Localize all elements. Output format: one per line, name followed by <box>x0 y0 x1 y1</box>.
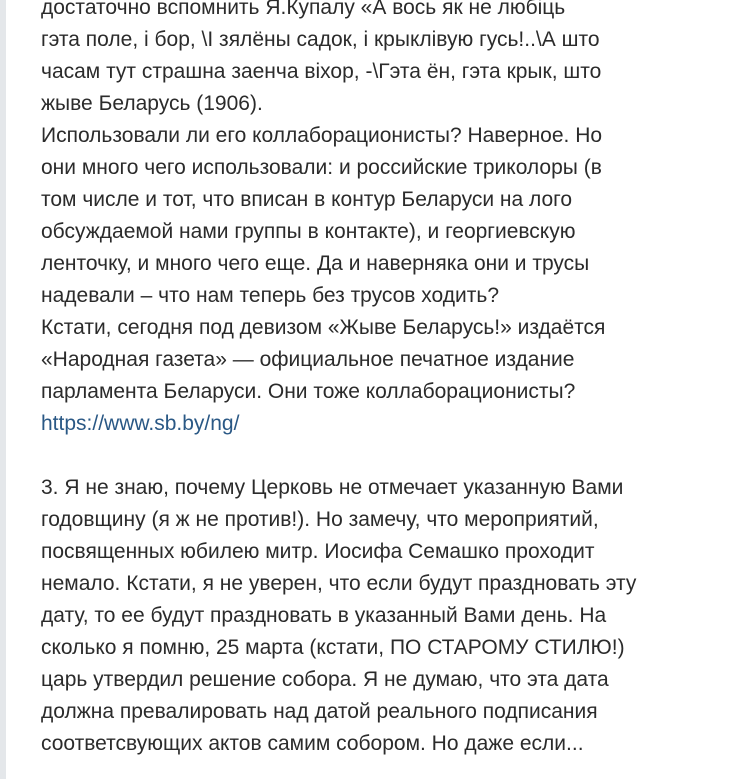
text-line: «Народная газета» — официальное печатное издание <box>41 348 575 371</box>
text-line: они много чего использовали: и российские триколоры (в <box>41 156 602 179</box>
paragraph-gap <box>41 440 711 472</box>
text-line: Использовали ли его коллаборационисты? Наверное. Но <box>41 124 603 147</box>
text-line: царь утвердил решение собора. Я не думаю, что эта дата <box>41 668 609 691</box>
text-line: Кстати, сегодня под девизом «Жыве Беларусь!» издаётся <box>41 316 606 339</box>
text-line: надевали – что нам теперь без трусов ходить? <box>41 284 500 307</box>
text-line: ленточку, и много чего еще. Да и наверняка они и трусы <box>41 252 590 275</box>
text-line: соответсвующих актов самим собором. Но даже если... <box>41 732 584 755</box>
text-line: годовщину (я ж не против!). Но замечу, что мероприятий, <box>41 508 599 531</box>
text-line: сколько я помню, 25 марта (кстати, ПО СТАРОМУ СТИЛЮ!) <box>41 636 625 659</box>
text-line: посвященных юбилею митр. Иосифа Семашко проходит <box>41 540 595 563</box>
post-text <box>41 0 711 760</box>
text-line: должна превалировать над датой реального подписания <box>41 700 598 723</box>
paragraph-1 <box>41 0 711 440</box>
text-line: обсуждаемой нами группы в контакте), и георгиевскую <box>41 220 576 243</box>
text-line: жыве Беларусь (1906). <box>41 92 263 115</box>
paragraph-2 <box>41 472 711 760</box>
comment-thread-rule <box>0 0 6 779</box>
text-line: парламента Беларуси. Они тоже коллаборационисты? <box>41 380 576 403</box>
newspaper-link[interactable]: https://www.sb.by/ng/ <box>41 412 240 435</box>
text-line: немало. Кстати, я не уверен, что если будут праздновать эту <box>41 572 637 595</box>
text-line: том числе и тот, что вписан в контур Беларуси на лого <box>41 188 573 211</box>
text-line: дату, то ее будут праздновать в указанный Вами день. На <box>41 604 607 627</box>
text-line: 3. Я не знаю, почему Церковь не отмечает указанную Вами <box>41 476 624 499</box>
text-line: гэта поле, і бор, \І зялёны садок, і крыклівую гусь!..\А што <box>41 28 600 51</box>
text-line: достаточно вспомнить Я.Купалу «А вось як не любіць <box>41 0 566 19</box>
text-line: часам тут страшна заенча віхор, -\Гэта ён, гэта крык, што <box>41 60 602 83</box>
